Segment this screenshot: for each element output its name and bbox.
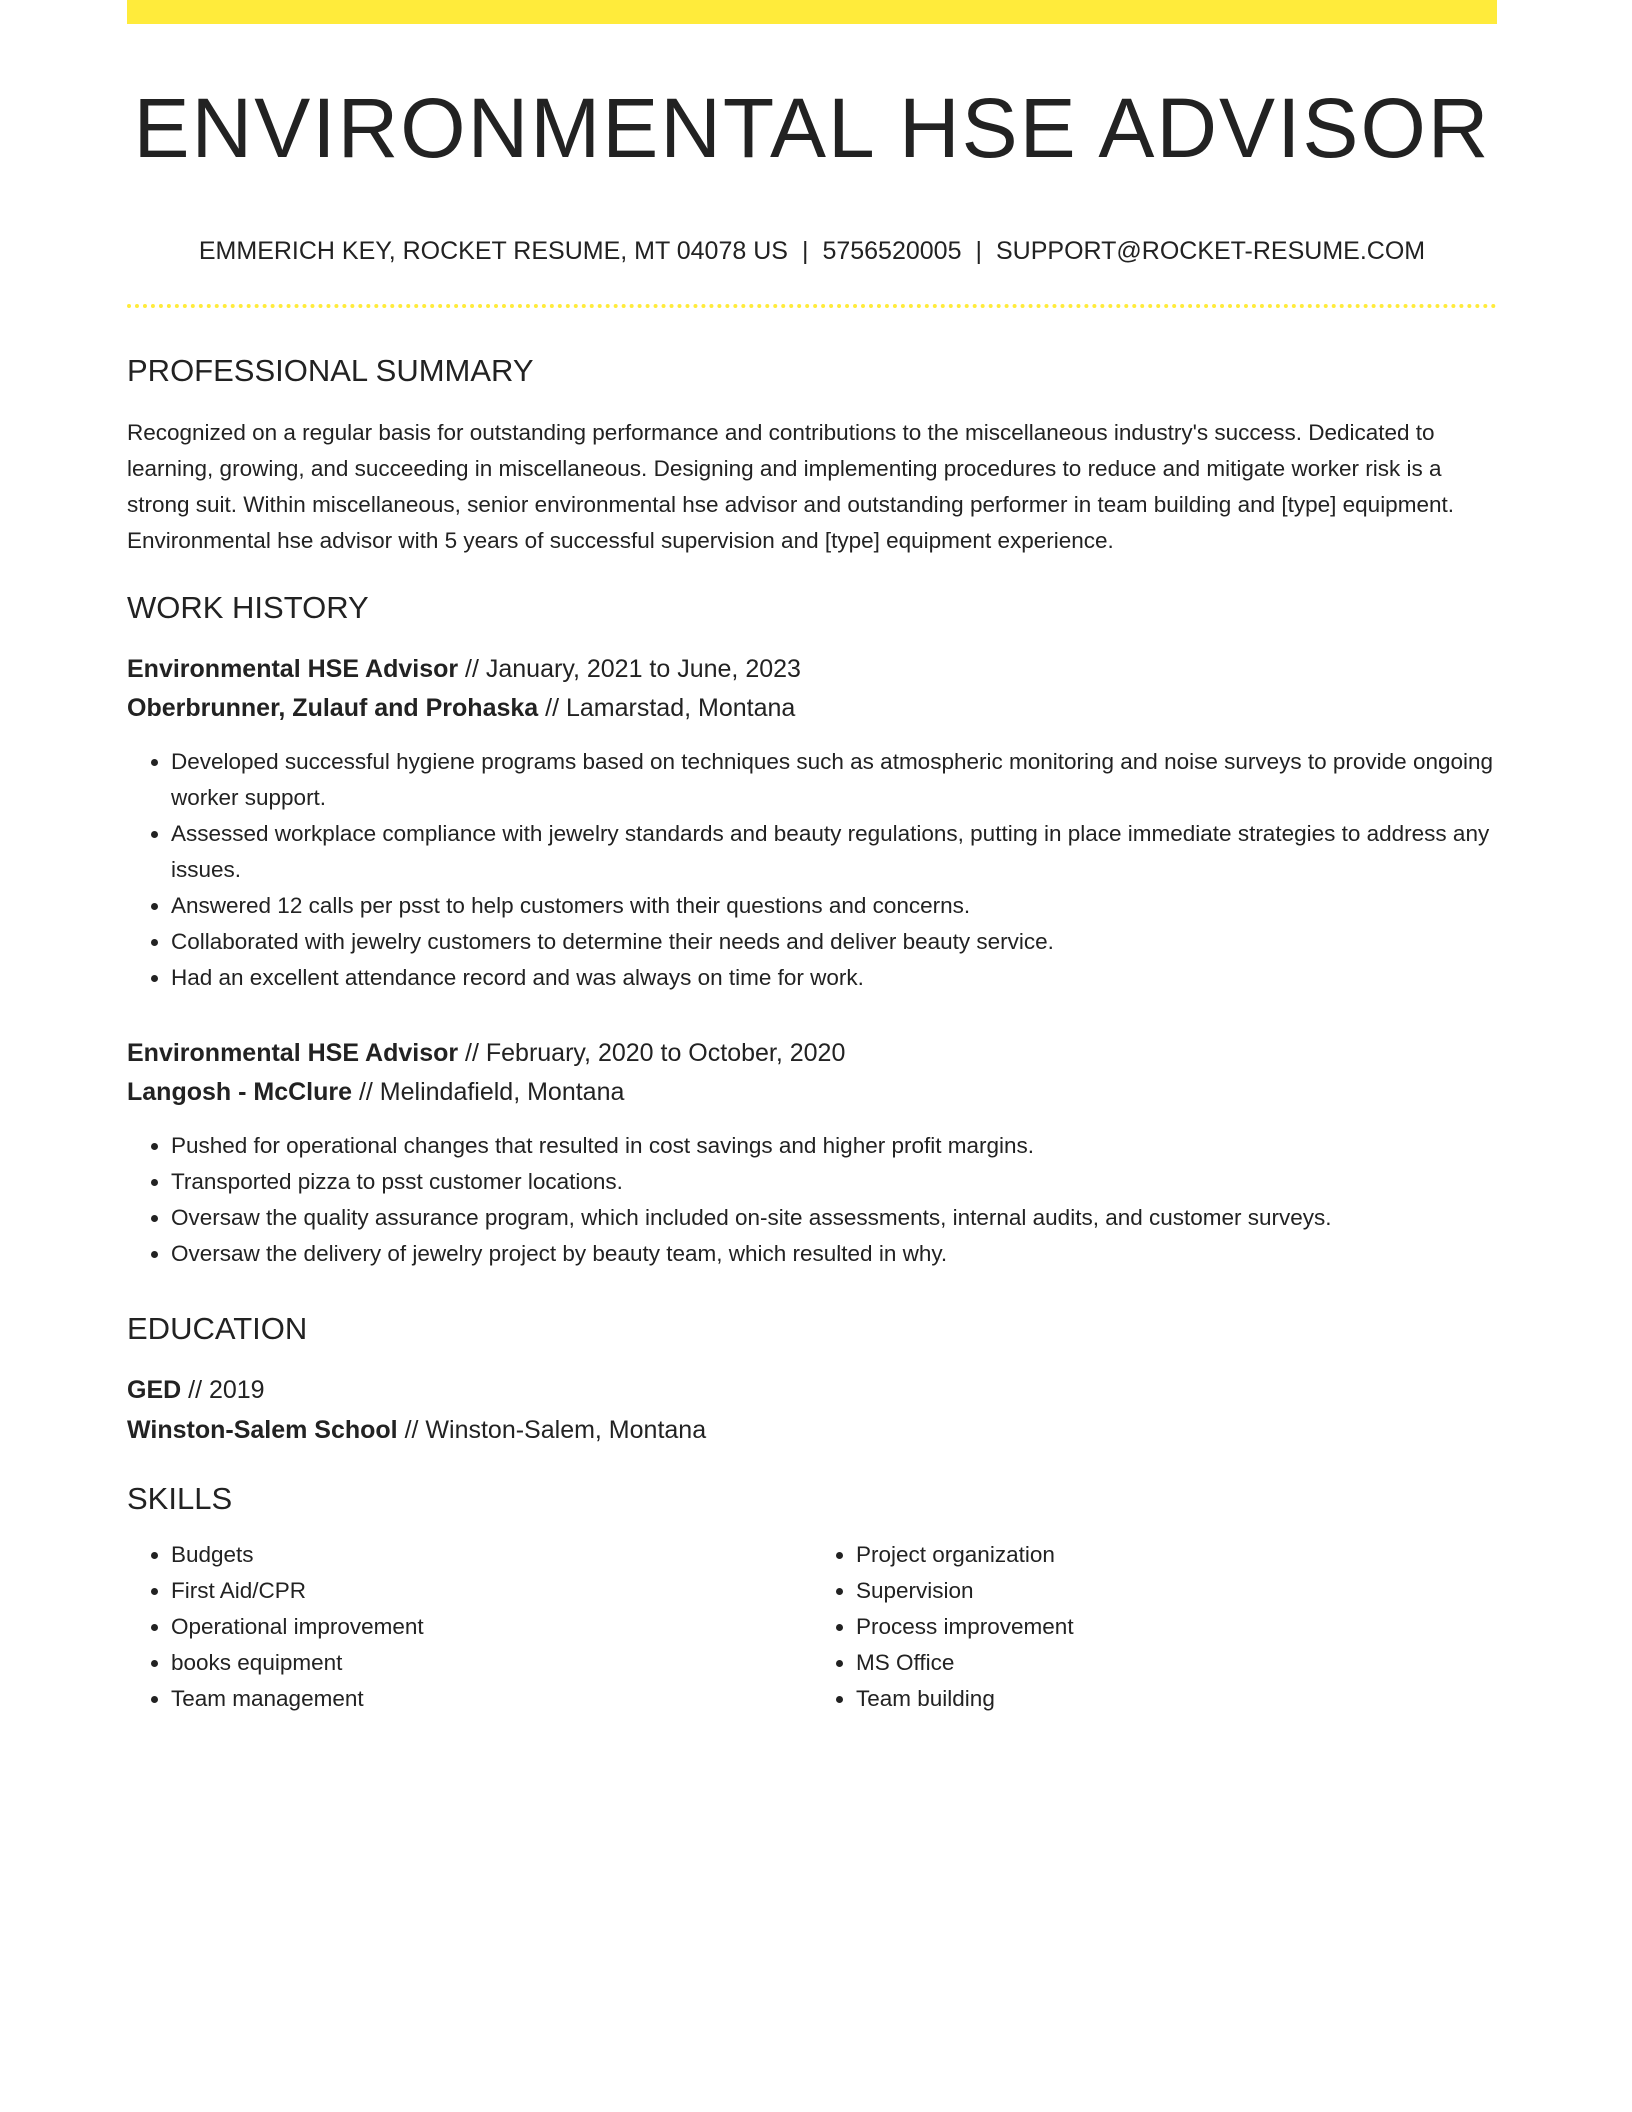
skills-column-right	[812, 1537, 1497, 1717]
skill-item: • Budgets	[171, 1537, 812, 1573]
skills-column-left	[127, 1537, 812, 1717]
job-bullets	[127, 1128, 1497, 1272]
job-company: Oberbrunner, Zulauf and Prohaska	[127, 694, 539, 723]
job-title-line	[127, 650, 1497, 689]
contact-info	[127, 236, 1497, 266]
job-location: // Lamarstad, Montana	[538, 694, 796, 723]
skill-item: • First Aid/CPR	[171, 1573, 812, 1609]
education-location: // Winston-Salem, Montana	[397, 1415, 707, 1444]
contact-separator: |	[801, 237, 809, 265]
contact-address: EMMERICH KEY, ROCKET RESUME, MT 04078 US	[198, 237, 788, 265]
contact-separator: |	[975, 237, 982, 265]
skills-heading: SKILLS	[127, 1480, 233, 1516]
job-company: Langosh - McClure	[127, 1078, 353, 1107]
job-company-line	[127, 689, 1497, 728]
accent-top-bar	[127, 0, 1497, 24]
job-dates: // February, 2020 to October, 2020	[458, 1039, 846, 1068]
contact-email: SUPPORT@ROCKET-RESUME.COM	[995, 237, 1426, 265]
skills-grid	[127, 1537, 1497, 1717]
job-location: // Melindafield, Montana	[352, 1078, 625, 1107]
list-item: • Transported pizza to psst customer locations.	[171, 1164, 1497, 1200]
resume-title: ENVIRONMENTAL HSE ADVISOR	[133, 81, 1491, 175]
list-item: • Oversaw the quality assurance program, which included on-site assessments, internal audits, and customer surveys.	[171, 1200, 1497, 1236]
skill-item: • Team management	[171, 1681, 812, 1717]
list-item: • Had an excellent attendance record and was always on time for work.	[171, 960, 1497, 996]
education-school: Winston-Salem School	[127, 1415, 398, 1444]
list-item: • Assessed workplace compliance with jewelry standards and beauty regulations, putting in place immediate strategies to address any issues.	[171, 816, 1497, 888]
skill-item: • Operational improvement	[171, 1609, 812, 1645]
work-history-heading: WORK HISTORY	[127, 590, 369, 626]
list-item: • Collaborated with jewelry customers to determine their needs and deliver beauty service.	[171, 924, 1497, 960]
education-degree: GED	[127, 1375, 182, 1404]
skill-item: • Supervision	[856, 1573, 1497, 1609]
education-school-line	[127, 1410, 1497, 1450]
contact-phone: 5756520005	[822, 237, 962, 265]
summary-text: Recognized on a regular basis for outstanding performance and contributions to the miscellaneous industry's success. Dedicated to learning, growing, and succeeding in miscellaneous. Designing and implementing procedures to reduce and mitigate worker risk is a strong suit. Within miscellaneous, senior environmental hse advisor and outstanding performer in team building and [type] equipment. Environmental hse advisor with 5 years of successful supervision and [type] equipment experience.	[127, 420, 1454, 554]
job-title: Environmental HSE Advisor	[127, 655, 459, 684]
list-item: • Pushed for operational changes that resulted in cost savings and higher profit margins.	[171, 1128, 1497, 1164]
list-item: • Oversaw the delivery of jewelry project by beauty team, which resulted in why.	[171, 1236, 1497, 1272]
summary-heading: PROFESSIONAL SUMMARY	[127, 353, 534, 388]
education-degree-line	[127, 1370, 1497, 1410]
resume-page	[127, 0, 1497, 1717]
job-company-line	[127, 1073, 1497, 1112]
skill-item: • Project organization	[856, 1537, 1497, 1573]
list-item: • Developed successful hygiene programs based on techniques such as atmospheric monitoring and noise surveys to provide ongoing worker support.	[171, 744, 1497, 816]
skill-item: • MS Office	[856, 1645, 1497, 1681]
job-dates: // January, 2021 to June, 2023	[458, 655, 801, 684]
job-title-line	[127, 1034, 1497, 1073]
skill-item: • Team building	[856, 1681, 1497, 1717]
job-bullets	[127, 744, 1497, 996]
header-divider	[127, 304, 1497, 308]
list-item: • Answered 12 calls per psst to help customers with their questions and concerns.	[171, 888, 1497, 924]
education-heading: EDUCATION	[127, 1311, 308, 1347]
education-year: // 2019	[181, 1375, 265, 1404]
skill-item: • Process improvement	[856, 1609, 1497, 1645]
skill-item: • books equipment	[171, 1645, 812, 1681]
job-title: Environmental HSE Advisor	[127, 1039, 459, 1068]
